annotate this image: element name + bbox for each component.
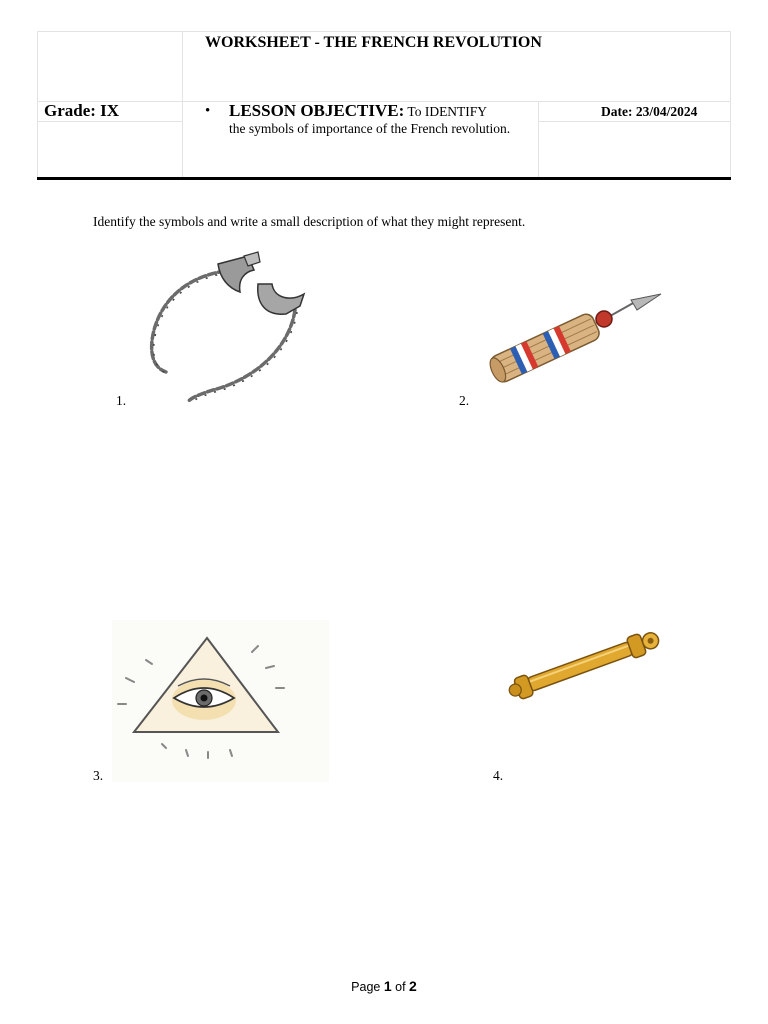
page-footer	[0, 978, 768, 994]
item-number-4: 4.	[493, 768, 504, 783]
broken-chains-icon	[140, 250, 320, 410]
item-number-2: 2.	[459, 393, 470, 408]
lesson-objective	[205, 102, 535, 137]
sceptre-icon	[505, 625, 670, 705]
item-number-3: 3.	[93, 768, 104, 783]
grade-label: Grade: IX	[44, 101, 120, 120]
footer-of: of	[395, 980, 406, 994]
worksheet-title: WORKSHEET - THE FRENCH REVOLUTION	[205, 34, 542, 51]
footer-total-pages: 2	[409, 978, 417, 994]
item-number-1: 1.	[116, 393, 127, 408]
fasces-pike-icon	[485, 290, 665, 390]
instruction-text: Identify the symbols and write a small description of what they might represent.	[93, 214, 526, 229]
objective-text: the symbols of importance of the French revolution.	[229, 121, 511, 136]
objective-line1: To IDENTIFY	[407, 104, 488, 119]
date-label: Date: 23/04/2024	[601, 104, 698, 119]
footer-current-page: 1	[383, 978, 392, 994]
bullet-icon: •	[205, 103, 211, 119]
header-rule	[37, 177, 731, 180]
all-seeing-eye-icon	[112, 620, 329, 782]
objective-label: LESSON OBJECTIVE:	[229, 101, 405, 120]
footer-page-prefix: Page	[351, 980, 381, 994]
